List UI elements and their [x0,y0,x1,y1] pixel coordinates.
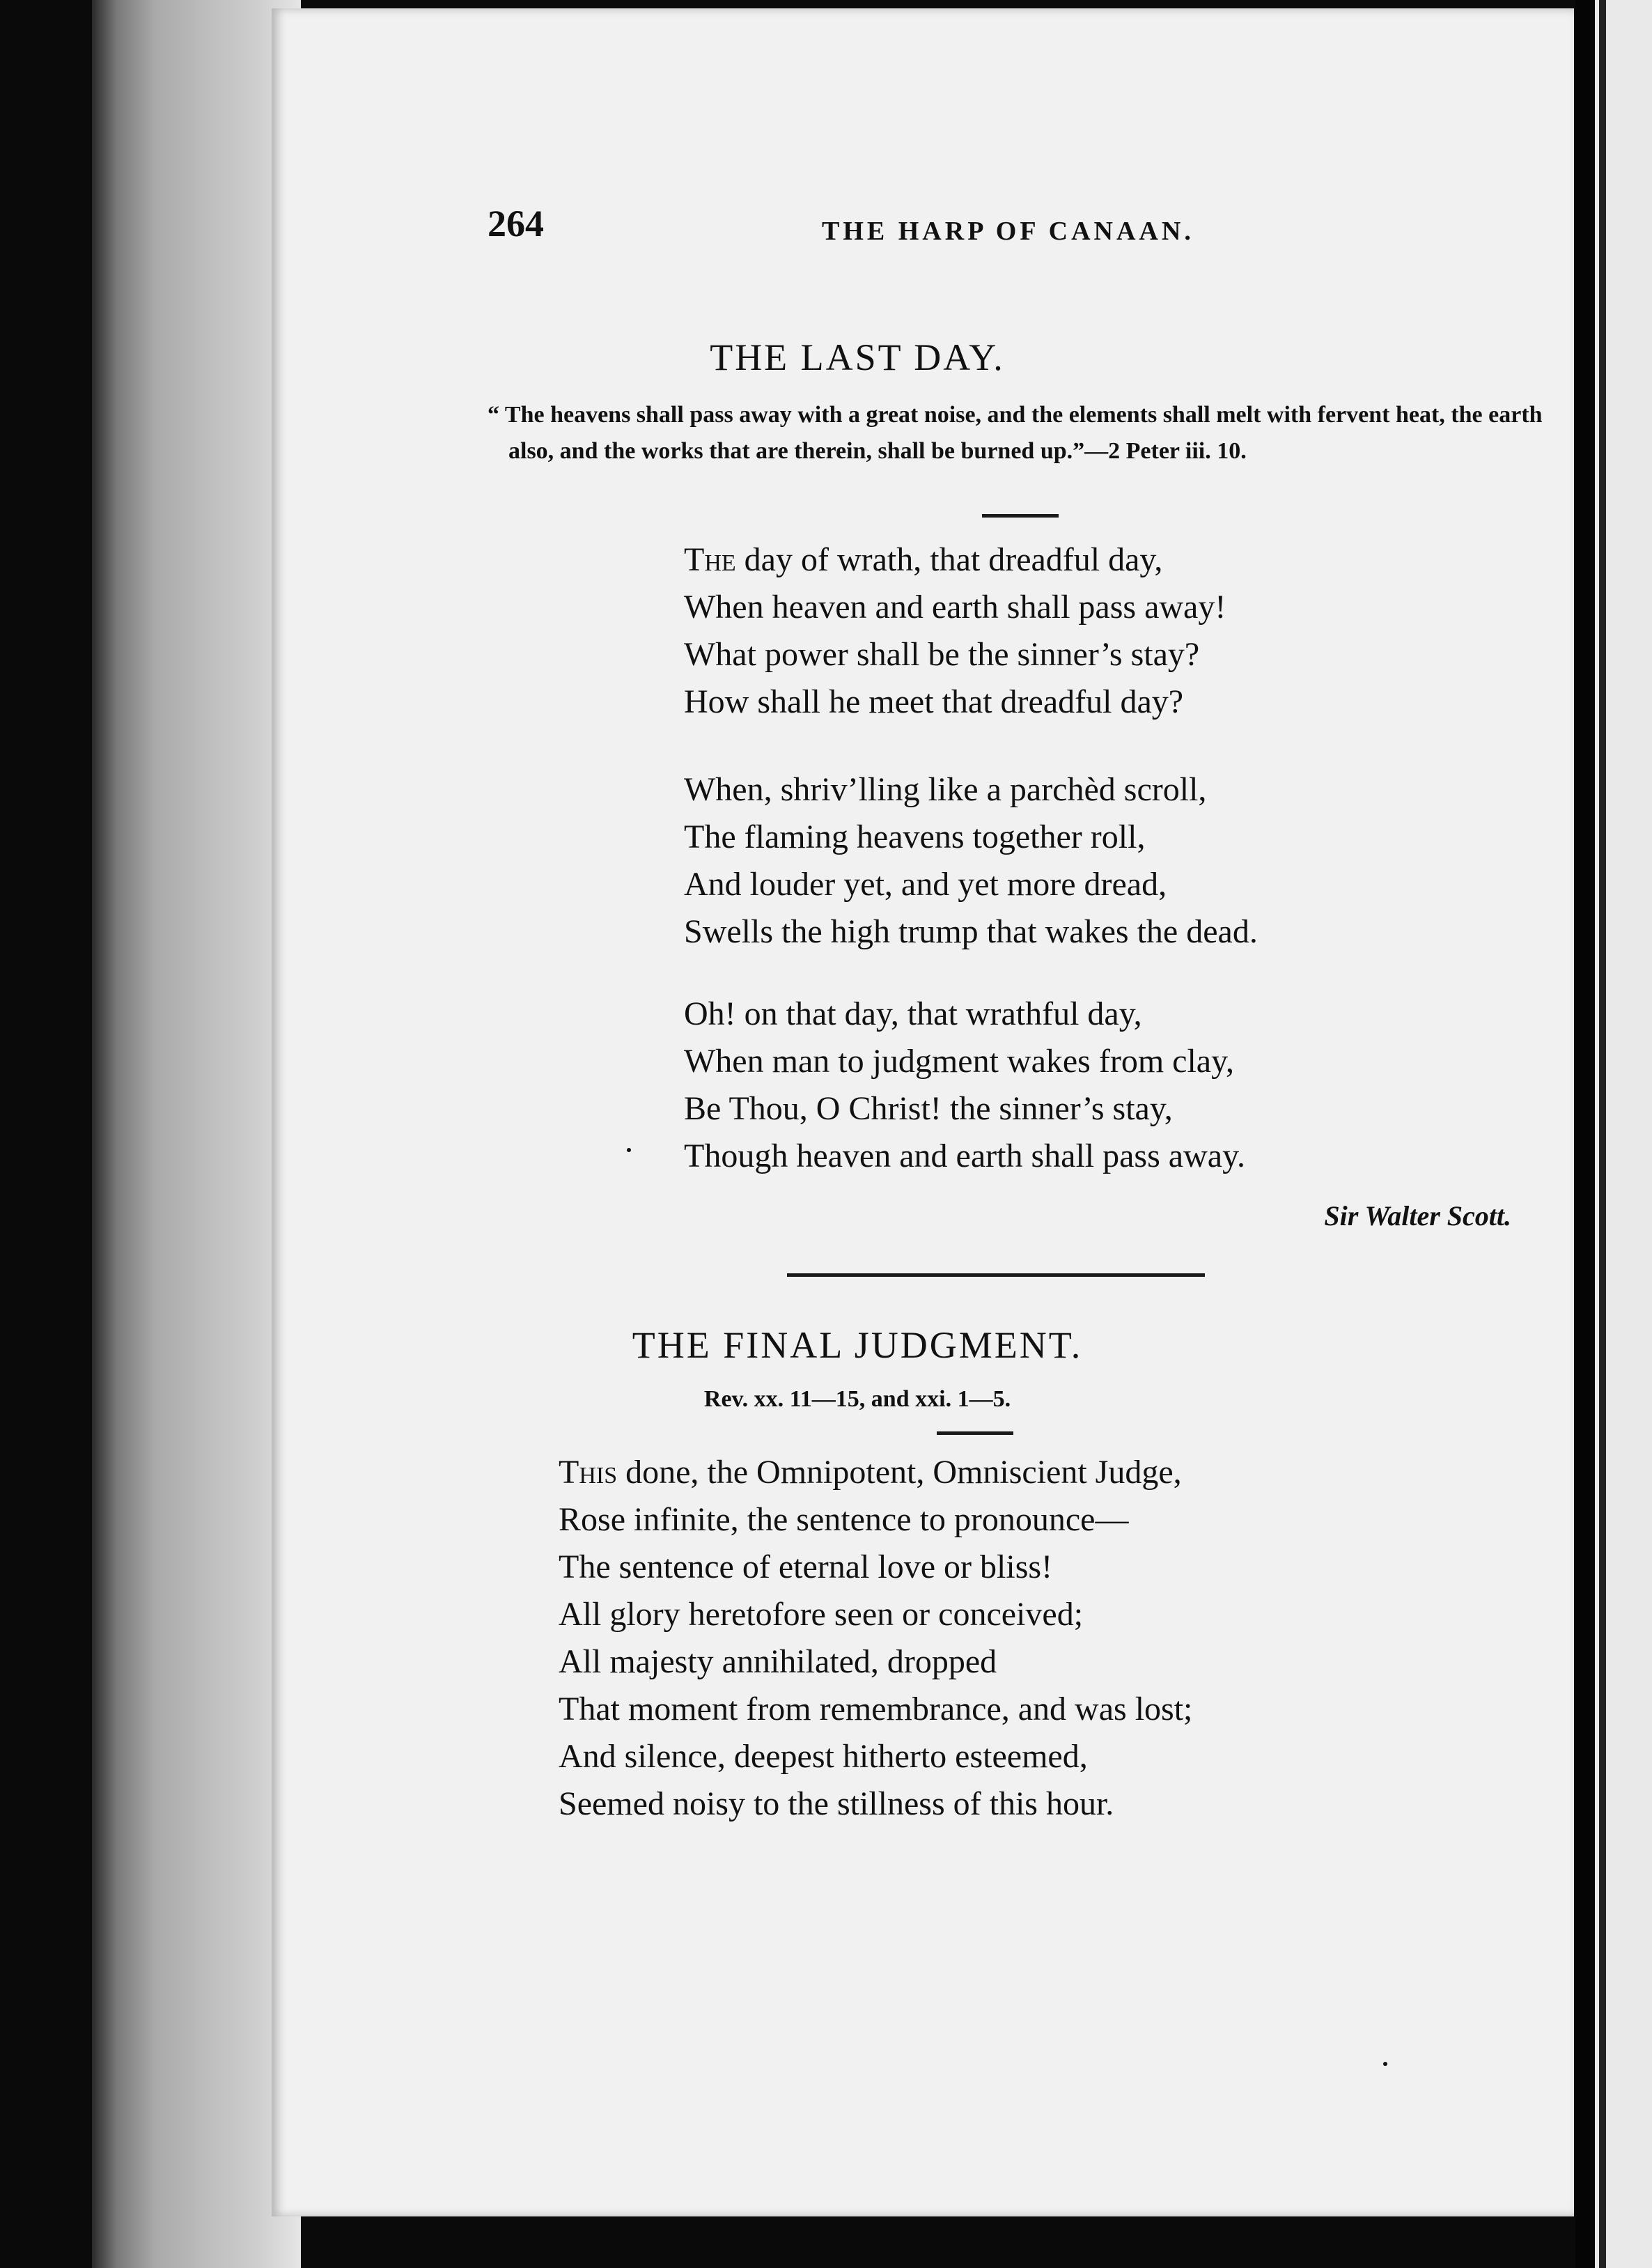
poem-line: All glory heretofore seen or conceived; [559,1596,1084,1633]
poem-line: Swells the high trump that wakes the dead. [684,913,1258,950]
running-title: THE HARP OF CANAAN. [822,217,1194,246]
poem-line: All majesty annihilated, dropped [559,1643,997,1680]
stanza-1 [684,536,1226,726]
page-number: 264 [488,203,544,244]
drop-word: The [684,541,736,578]
short-rule [982,514,1059,518]
poem-line: Seemed noisy to the stillness of this hour. [559,1785,1114,1822]
short-rule [937,1431,1013,1435]
section-divider [787,1273,1205,1277]
blank-verse [559,1449,1192,1828]
stanza-2 [684,766,1258,956]
drop-word: This [559,1454,618,1491]
poem-line [684,536,1226,584]
poem-line: Rose infinite, the sentence to pronounce— [559,1501,1129,1538]
poem-line: And louder yet, and yet more dread, [684,866,1167,903]
poem-line: When, shriv’lling like a parchèd scroll, [684,771,1207,808]
poem-title-last-day: THE LAST DAY. [710,336,1005,378]
stanza-3 [684,991,1245,1180]
poem-title-final-judgment: THE FINAL JUDGMENT. [632,1324,1083,1366]
poem-line [559,1449,1192,1496]
ink-speck [627,1148,631,1152]
poem-line: And silence, deepest hitherto esteemed, [559,1738,1088,1775]
poem-line: Oh! on that day, that wrathful day, [684,995,1142,1032]
attribution: Sir Walter Scott. [1324,1200,1511,1232]
poem-line: When man to judgment wakes from clay, [684,1043,1234,1080]
poem-line-rest: day of wrath, that dreadful day, [735,541,1163,578]
ink-speck [1383,2062,1387,2066]
scripture-reference: Rev. xx. 11—15, and xxi. 1—5. [703,1386,1011,1412]
poem-line: What power shall be the sinner’s stay? [684,636,1200,673]
poem-line: How shall he meet that dreadful day? [684,683,1184,720]
poem-line: That moment from remembrance, and was lost; [559,1691,1193,1727]
epigraph: “ The heavens shall pass away with a great noise, and the elements shall melt with fervent heat, the earth also, and the works that are therein, shall be burned up.”—2 Peter iii. 10. [488,402,1543,464]
poem-line: When heaven and earth shall pass away! [684,589,1226,626]
poem-line-rest: done, the Omnipotent, Omniscient Judge, [617,1454,1182,1491]
poem-line: The sentence of eternal love or bliss! [559,1548,1053,1585]
poem-line: Though heaven and earth shall pass away. [684,1137,1245,1174]
poem-line: Be Thou, O Christ! the sinner’s stay, [684,1090,1173,1127]
poem-line: The flaming heavens together roll, [684,818,1146,855]
